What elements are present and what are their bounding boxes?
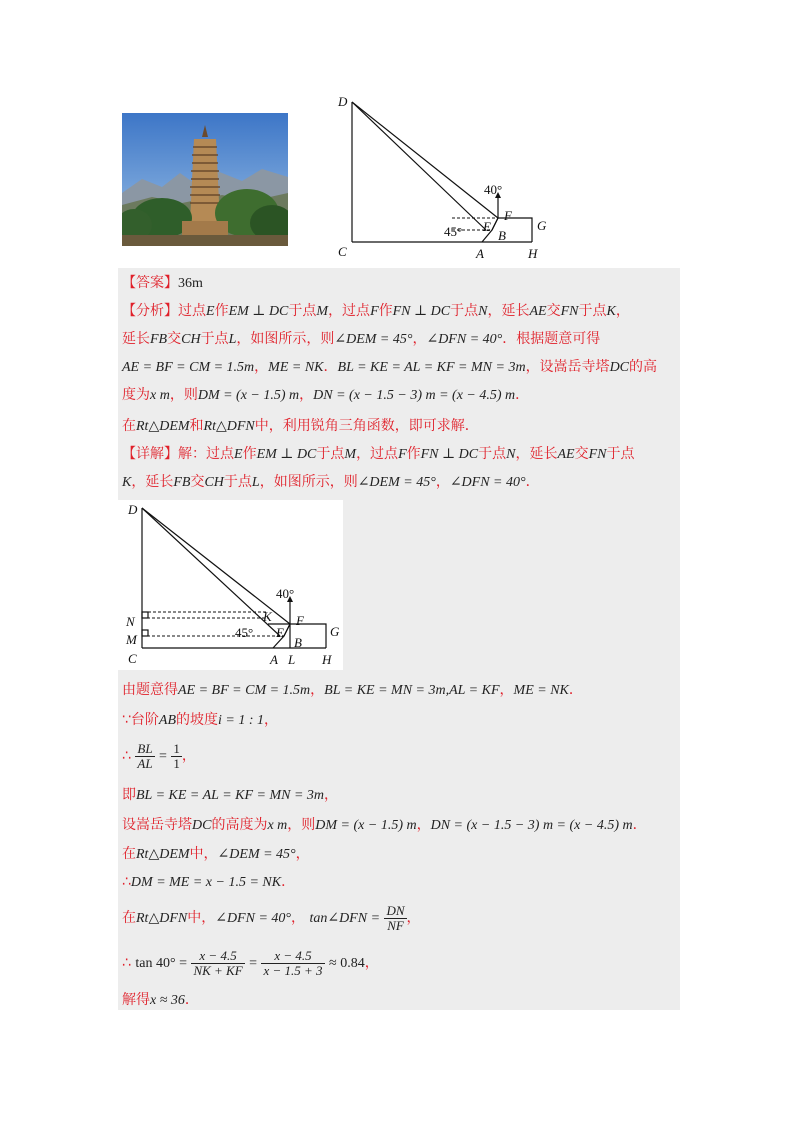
text: ，延长 (515, 446, 558, 462)
text: 作 (406, 446, 421, 462)
detail-step-1 (122, 680, 583, 701)
math: i = 1 : 1 (218, 713, 265, 728)
math: DM = (x − 1.5) m (315, 818, 417, 833)
text: 即 (122, 787, 136, 803)
text: ， (615, 303, 630, 319)
text: 交 (167, 331, 182, 347)
label-45deg: 45° (235, 625, 254, 640)
analysis-line-3 (122, 357, 657, 378)
fraction-1 (191, 949, 244, 978)
math: DC (609, 360, 630, 375)
detail-step-7 (122, 872, 295, 893)
text: 作 (214, 303, 229, 319)
text: ．根据题意可得 (502, 331, 601, 347)
equals: = (159, 749, 167, 764)
text: ，设嵩岳寺塔 (525, 359, 610, 375)
text: ， (364, 955, 379, 971)
math: EM ⊥ DC (228, 304, 289, 319)
label-F: F (504, 208, 512, 223)
text: 过点 (178, 303, 206, 319)
text: ． (323, 359, 338, 375)
pagoda-photo (122, 113, 288, 246)
math: x m (267, 818, 288, 833)
math: ME = NK (513, 683, 569, 698)
math: tan∠DFN = (309, 911, 381, 926)
because-symbol: ∵ (122, 712, 131, 728)
numerator: DN (386, 902, 405, 918)
text: ，则 (287, 817, 316, 833)
text: ， (310, 682, 325, 698)
math: L (251, 475, 260, 490)
math: E (234, 447, 243, 462)
label-N: N (126, 614, 135, 629)
text: 于点 (578, 303, 607, 319)
geometry-figure-2 (118, 500, 343, 670)
text: 在 (122, 846, 136, 862)
math: ≈ 0.84 (329, 956, 365, 971)
math: M (344, 447, 357, 462)
math: ∠DFN = 40° (449, 475, 526, 490)
text: 的坡度 (176, 712, 219, 728)
text: ，则 (169, 387, 198, 403)
fraction-bl-al (135, 742, 154, 771)
label-A: A (270, 652, 278, 667)
label-L: L (288, 652, 296, 667)
numerator: 1 (173, 740, 180, 756)
detail-tag: 【详解】 (122, 446, 178, 462)
denominator: NF (387, 917, 404, 933)
text: 作 (242, 446, 257, 462)
text: 由题意得 (122, 682, 178, 698)
text: ，过点 (328, 303, 371, 319)
label-G: G (330, 624, 340, 639)
label-M: M (126, 632, 137, 647)
math: BL = KE = AL = KF = MN = 3m (337, 360, 526, 375)
label-A: A (476, 246, 484, 261)
text: 于点 (316, 446, 345, 462)
detail-step-6 (122, 844, 310, 865)
numerator: BL (137, 740, 153, 756)
label-E: E (483, 219, 491, 234)
math: DM = (x − 1.5) m (197, 388, 300, 403)
denominator: x − 1.5 + 3 (263, 962, 323, 978)
text: 台阶 (130, 712, 159, 728)
math: AB (158, 713, 177, 728)
label-40deg: 40° (484, 182, 503, 197)
text: ，延长 (487, 303, 530, 319)
text: ， (264, 712, 279, 728)
math: ∠DEM = 45° (334, 332, 413, 347)
math: EM ⊥ DC (256, 447, 317, 462)
math: ∠DFN = 40° (215, 911, 291, 926)
text: 于点 (478, 446, 507, 462)
text: 和 (189, 418, 204, 434)
math: AE = BF = CM = 1.5m (122, 360, 255, 375)
text: 作 (378, 303, 393, 319)
numerator: x − 4.5 (191, 949, 244, 964)
analysis-tag: 【分析】 (122, 303, 178, 319)
label-B: B (294, 635, 302, 650)
math: F (398, 447, 407, 462)
text: ． (568, 682, 583, 698)
text: 交 (546, 303, 561, 319)
text: 中， (189, 846, 218, 862)
text: ， (499, 682, 514, 698)
text: ． (515, 387, 530, 403)
text: ． (184, 992, 199, 1008)
math: Rt△DFN (203, 419, 255, 434)
text: ． (525, 474, 540, 490)
text: ， (435, 474, 450, 490)
text: 于点 (450, 303, 479, 319)
math: CH (181, 332, 201, 347)
label-H: H (322, 652, 332, 667)
math: AE (529, 304, 547, 319)
math: ME = NK (268, 360, 324, 375)
math: DC (192, 818, 212, 833)
label-G: G (537, 218, 547, 233)
text: 中， (187, 910, 216, 926)
math: K (606, 304, 616, 319)
label-F: F (296, 613, 304, 628)
math: tan 40° = (135, 956, 187, 971)
text: ， (299, 387, 314, 403)
therefore-symbol: ∴ (122, 955, 131, 971)
detail-line-2 (122, 472, 540, 493)
text: 在 (122, 418, 136, 434)
fraction-1-1 (171, 742, 182, 771)
detail-step-4 (122, 785, 338, 806)
answer-value: 36m (178, 276, 203, 291)
math: DM = ME = x − 1.5 = NK (130, 875, 282, 890)
text: ． (281, 874, 296, 890)
numerator: x − 4.5 (261, 949, 324, 964)
math: FN ⊥ DC (420, 447, 479, 462)
denominator: 1 (173, 755, 180, 771)
text: ， (324, 787, 339, 803)
detail-line-1 (122, 444, 634, 465)
text: ， (181, 748, 196, 764)
fraction-2 (261, 949, 324, 978)
math: x ≈ 36 (150, 993, 185, 1008)
geometry-figure-1 (326, 90, 556, 265)
text: 于点 (288, 303, 317, 319)
math: x m (150, 388, 170, 403)
denominator: AL (137, 755, 153, 771)
detail-step-9 (122, 946, 379, 981)
text: 于点 (200, 331, 229, 347)
text: ， (412, 331, 427, 347)
math: DN = (x − 1.5 − 3) m = (x − 4.5) m (313, 388, 516, 403)
detail-step-10 (122, 990, 199, 1011)
math: FB (150, 332, 168, 347)
label-H: H (528, 246, 538, 261)
math: L (228, 332, 237, 347)
math: AE (557, 447, 575, 462)
text: ． (632, 817, 647, 833)
label-45deg: 45° (444, 224, 463, 239)
text: ， (295, 846, 310, 862)
text: ，过点 (356, 446, 399, 462)
text: ，延长 (131, 474, 174, 490)
math: M (316, 304, 329, 319)
math: FN (560, 304, 579, 319)
math: Rt△DEM (136, 847, 190, 862)
label-D: D (128, 502, 138, 517)
text: 解：过点 (178, 446, 234, 462)
analysis-line-5 (122, 416, 479, 437)
text: 解得 (122, 992, 150, 1008)
text: 中，利用锐角三角函数，即可求解． (254, 418, 479, 434)
text: 延长 (122, 331, 150, 347)
analysis-line-4 (122, 385, 529, 406)
analysis-line-1 (122, 301, 630, 322)
math: FN (588, 447, 607, 462)
math: CH (204, 475, 224, 490)
math: K (122, 475, 132, 490)
text: 设嵩岳寺塔 (122, 817, 192, 833)
denominator: NK + KF (193, 962, 243, 978)
text: ， (416, 817, 431, 833)
math: E (206, 304, 215, 319)
text: 于点 (223, 474, 252, 490)
label-C: C (338, 244, 347, 259)
math: ∠DFN = 40° (426, 332, 503, 347)
label-B: B (498, 228, 506, 243)
answer-tag: 【答案】 (122, 275, 178, 291)
text: 的高度为 (211, 817, 268, 833)
math: Rt△DEM (136, 419, 190, 434)
math: N (478, 304, 488, 319)
text: 在 (122, 910, 136, 926)
math: DN = (x − 1.5 − 3) m = (x − 4.5) m (430, 818, 633, 833)
text: 交 (574, 446, 589, 462)
analysis-line-2 (122, 329, 600, 350)
math: FB (173, 475, 191, 490)
math: ∠DEM = 45° (357, 475, 436, 490)
math: AE = BF = CM = 1.5m (178, 683, 311, 698)
text: ， (406, 910, 421, 926)
label-D: D (338, 94, 348, 109)
text: ，如图所示，则 (259, 474, 358, 490)
math: N (506, 447, 516, 462)
equals: = (249, 956, 258, 971)
math: BL = KE = MN = 3m,AL = KF (324, 683, 500, 698)
therefore-symbol: ∴ (122, 874, 131, 890)
text: 交 (190, 474, 205, 490)
therefore-symbol: ∴ (122, 748, 131, 764)
detail-step-2 (122, 710, 278, 731)
text: 于点 (606, 446, 635, 462)
detail-step-3 (122, 740, 196, 773)
text: ， (291, 910, 305, 926)
fraction-dn-nf (384, 904, 406, 933)
detail-step-8 (122, 900, 421, 937)
label-40deg: 40° (276, 586, 295, 601)
label-K: K (263, 609, 272, 624)
label-E: E (276, 625, 284, 640)
math: F (370, 304, 379, 319)
math: ∠DEM = 45° (217, 847, 296, 862)
text: ，如图所示，则 (236, 331, 335, 347)
math: Rt△DFN (136, 911, 188, 926)
answer-line (122, 273, 203, 294)
math: BL = KE = AL = KF = MN = 3m (136, 788, 325, 803)
label-C: C (128, 651, 137, 666)
detail-step-5 (122, 815, 647, 836)
text: 度为 (122, 387, 150, 403)
math: FN ⊥ DC (392, 304, 451, 319)
text: 的高 (629, 359, 658, 375)
text: ， (254, 359, 269, 375)
